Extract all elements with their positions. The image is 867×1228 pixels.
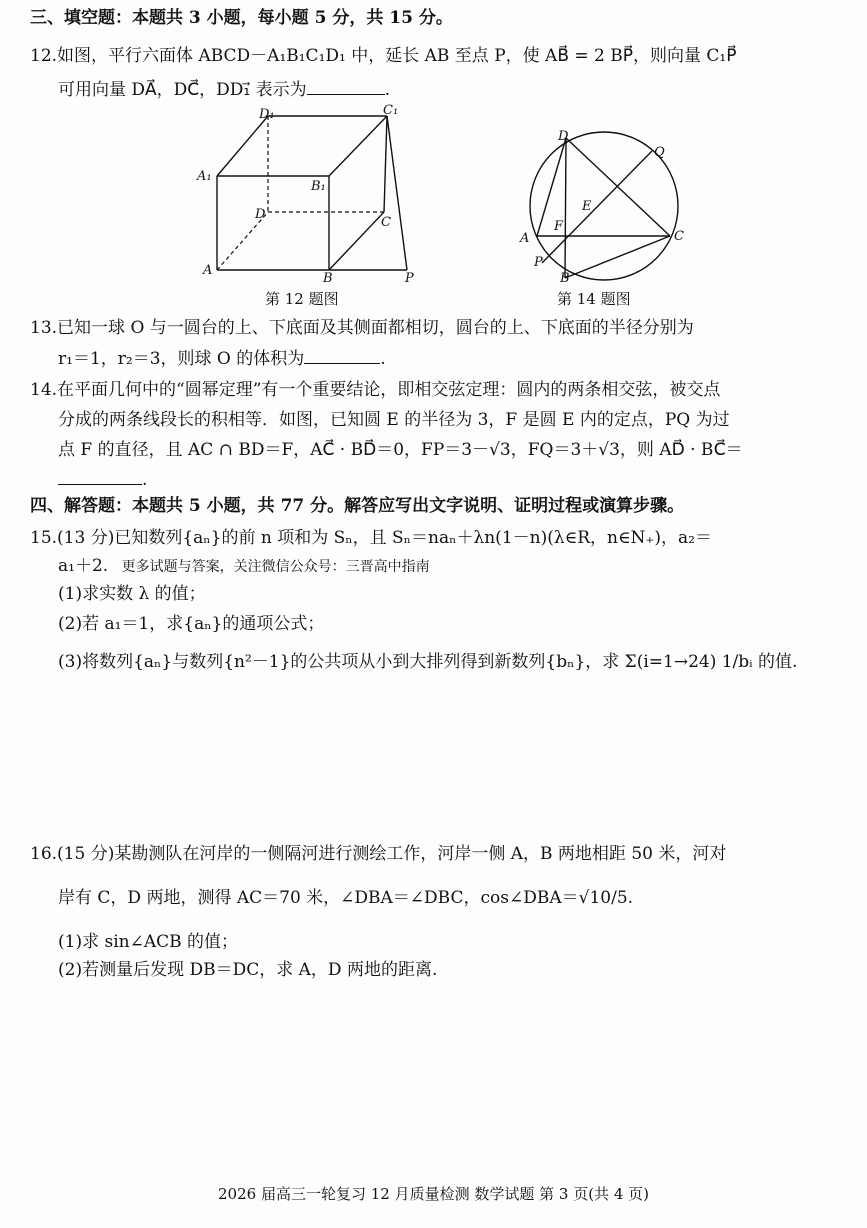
q15-wechat-note: 更多试题与答案，关注微信公众号：三晋高中指南: [121, 559, 430, 575]
q16-line2: 岸有 C，D 两地，测得 AC＝70 米，∠DBA＝∠DBC，cos∠DBA＝√10/5.: [58, 888, 634, 908]
q12-answer-blank: [307, 94, 385, 95]
label-C: C: [381, 215, 391, 230]
q12-figure-caption: 第 12 题图: [265, 290, 339, 308]
label-B: B: [323, 271, 333, 284]
label-P: P: [405, 271, 414, 284]
q15-line2: [58, 554, 430, 579]
q13-answer-blank: [304, 363, 380, 364]
q12-line1: 12.如图，平行六面体 ABCD－A₁B₁C₁D₁ 中，延长 AB 至点 P，使 AB⃗ = 2 BP⃗，则向量 C₁P⃗: [30, 46, 737, 66]
label-E: E: [582, 199, 592, 214]
answer-section-header: 四、解答题：本题共 5 小题，共 77 分。解答应写出文字说明、证明过程或演算步骤。: [30, 496, 685, 516]
label-B1: B₁: [311, 179, 326, 194]
label-C: C: [674, 229, 684, 244]
label-A: A: [520, 231, 530, 246]
label-A1: A₁: [197, 169, 212, 184]
q15-part2: (2)若 a₁＝1，求{aₙ}的通项公式；: [58, 614, 325, 634]
fill-in-section-header: 三、填空题：本题共 3 小题，每小题 5 分，共 15 分。: [30, 8, 453, 28]
q13-line2-text: r₁＝1，r₂＝3，则球 O 的体积为: [58, 349, 305, 369]
q16-part2: (2)若测量后发现 DB＝DC，求 A，D 两地的距离.: [58, 960, 438, 980]
q12-line2-text: 可用向量 DA⃗，DC⃗，DD₁⃗ 表示为: [58, 80, 307, 100]
q15-line2-text: a₁＋2.: [58, 556, 109, 576]
label-B: B: [560, 271, 570, 286]
label-C1: C₁: [383, 104, 399, 118]
label-D: D: [255, 207, 266, 222]
q15-part1: (1)求实数 λ 的值；: [58, 584, 206, 604]
q14-line3: 点 F 的直径，且 AC ∩ BD＝F，AC⃗ · BD⃗＝0，FP＝3－√3，FQ＝3＋√3，则 AD⃗ · BC⃗＝: [58, 440, 743, 460]
q15-line1: 15.(13 分)已知数列{aₙ}的前 n 项和为 Sₙ，且 Sₙ＝naₙ＋λn(1－n)(λ∈R，n∈N₊)，a₂＝: [30, 528, 712, 548]
q14-line1: 14.在平面几何中的“圆幂定理”有一个重要结论，即相交弦定理：圆内的两条相交弦，被交点: [30, 380, 721, 400]
q14-answer-line: .: [58, 468, 147, 492]
q12-figure: [195, 104, 435, 284]
q14-figure: [512, 126, 692, 286]
label-D: D: [558, 129, 569, 144]
q15-part3: (3)将数列{aₙ}与数列{n²－1}的公共项从小到大排列得到新数列{bₙ}，求 Σ(i=1→24) 1/bᵢ 的值.: [58, 652, 798, 672]
page-footer: 2026 届高三一轮复习 12 月质量检测 数学试题 第 3 页(共 4 页): [218, 1185, 649, 1203]
q13-line2: r₁＝1，r₂＝3，则球 O 的体积为 .: [58, 349, 386, 369]
q14-figure-caption: 第 14 题图: [557, 290, 631, 308]
label-A: A: [203, 263, 213, 278]
q13-line1: 13.已知一球 O 与一圆台的上、下底面及其侧面都相切，圆台的上、下底面的半径分别为: [30, 318, 694, 338]
q16-part1: (1)求 sin∠ACB 的值；: [58, 932, 239, 952]
q14-line2: 分成的两条线段长的积相等．如图，已知圆 E 的半径为 3，F 是圆 E 内的定点，PQ 为过: [58, 410, 730, 430]
label-Q: Q: [654, 145, 665, 160]
label-D1: D₁: [259, 107, 275, 122]
label-F: F: [554, 219, 564, 234]
q14-answer-blank: [58, 484, 142, 485]
label-P: P: [534, 255, 543, 270]
q12-line2: 可用向量 DA⃗，DC⃗，DD₁⃗ 表示为 .: [58, 80, 391, 100]
q16-line1: 16.(15 分)某勘测队在河岸的一侧隔河进行测绘工作，河岸一侧 A，B 两地相距 50 米，河对: [30, 844, 727, 864]
